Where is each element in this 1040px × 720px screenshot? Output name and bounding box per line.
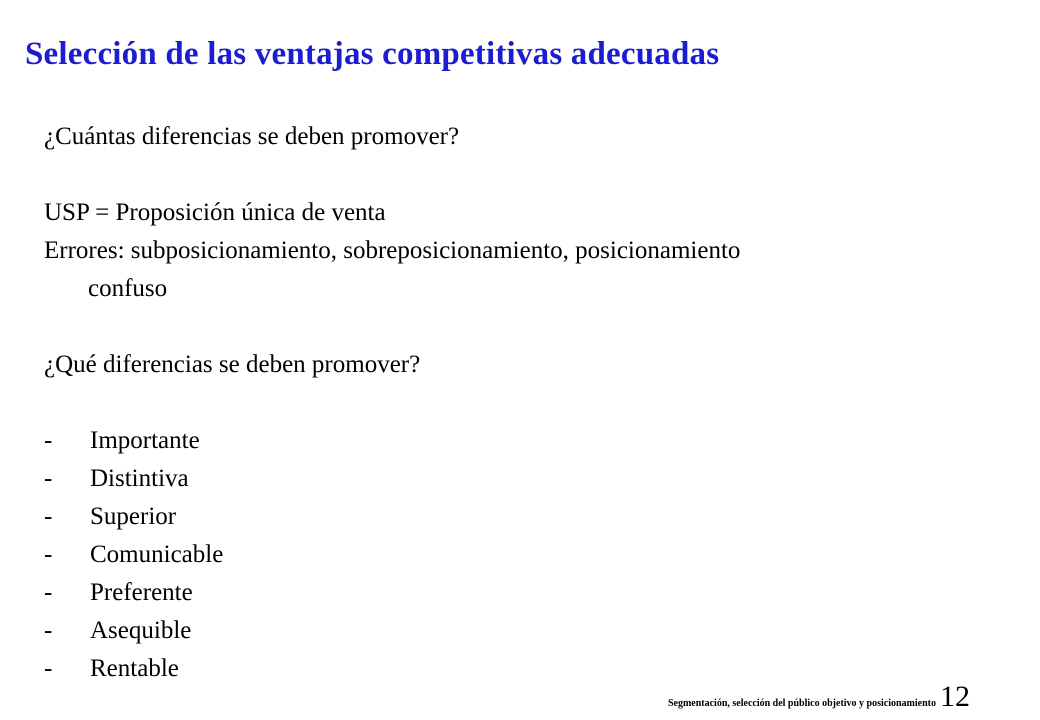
slide-body xyxy=(44,118,1004,688)
list-item-label: Comunicable xyxy=(90,541,224,568)
list-bullet: - xyxy=(44,427,53,454)
list-item xyxy=(44,536,1004,574)
list-bullet: - xyxy=(44,541,53,568)
usp-definition: USP = Proposición única de venta xyxy=(44,199,386,226)
list-item-label: Superior xyxy=(90,503,177,530)
list-item xyxy=(44,422,1004,460)
list-item xyxy=(44,460,1004,498)
page-number: 12 xyxy=(940,680,970,713)
list-bullet: - xyxy=(44,617,53,644)
list-item-label: Importante xyxy=(90,427,200,454)
spacer xyxy=(44,156,1004,194)
list-item-label: Distintiva xyxy=(90,465,189,492)
list-item-label: Rentable xyxy=(90,655,179,682)
criteria-list xyxy=(44,422,1004,688)
list-item-label: Asequible xyxy=(90,617,192,644)
list-bullet: - xyxy=(44,655,53,682)
spacer xyxy=(44,308,1004,346)
list-bullet: - xyxy=(44,579,53,606)
question-how-many: ¿Cuántas diferencias se deben promover? xyxy=(44,123,460,150)
list-item xyxy=(44,612,1004,650)
list-item-label: Preferente xyxy=(90,579,193,606)
list-item xyxy=(44,574,1004,612)
slide-title: Selección de las ventajas competitivas adecuadas xyxy=(25,36,720,72)
list-bullet: - xyxy=(44,465,53,492)
slide-footer xyxy=(668,682,970,712)
errors-line: Errores: subposicionamiento, sobreposicionamiento, posicionamiento xyxy=(44,237,741,264)
footer-caption: Segmentación, selección del público objetivo y posicionamiento xyxy=(667,698,936,709)
spacer xyxy=(44,384,1004,422)
errors-continuation: confuso xyxy=(88,275,168,302)
question-which: ¿Qué diferencias se deben promover? xyxy=(44,351,421,378)
list-item xyxy=(44,498,1004,536)
list-bullet: - xyxy=(44,503,53,530)
